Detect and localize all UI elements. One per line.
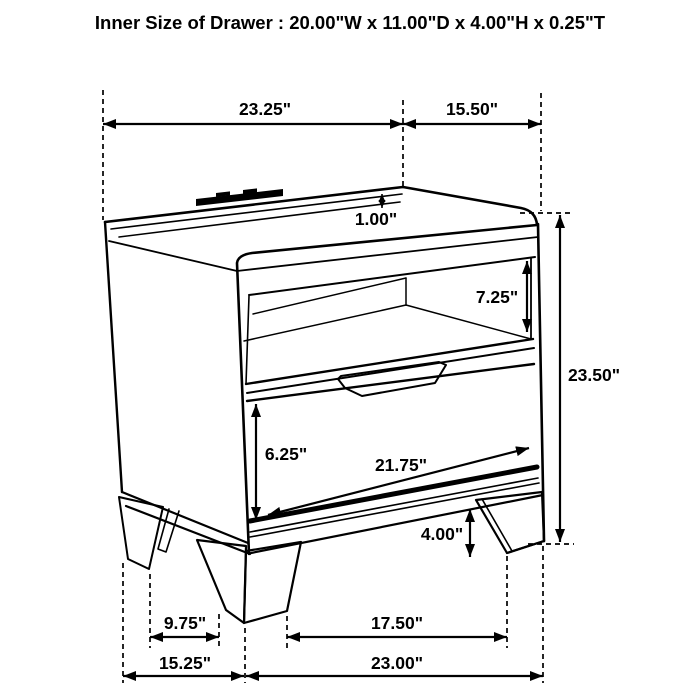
label-overall-depth: 15.25" (158, 653, 212, 673)
label-overall-height: 23.50" (567, 365, 621, 385)
label-top-depth: 15.50" (445, 99, 499, 119)
label-top-thickness: 1.00" (354, 209, 398, 229)
label-drawer-front-width: 21.75" (374, 455, 428, 475)
label-leg-height: 4.00" (420, 524, 464, 544)
label-top-back-width: 23.25" (238, 99, 292, 119)
right-leg-bottom-edge (507, 541, 544, 553)
front-left-leg-front (244, 542, 301, 623)
label-drawer-front-height: 6.25" (264, 444, 308, 464)
nightstand-drawing (105, 187, 544, 623)
label-front-leg-spacing: 17.50" (370, 613, 424, 633)
left-side-panel (105, 222, 249, 553)
label-shelf-opening-height: 7.25" (475, 287, 519, 307)
label-side-leg-spacing: 9.75" (163, 613, 207, 633)
front-left-leg-side (197, 540, 246, 623)
diagram-title: Inner Size of Drawer : 20.00"W x 11.00"D x 4.00"H x 0.25"T (94, 12, 606, 33)
label-overall-width: 23.00" (370, 653, 424, 673)
